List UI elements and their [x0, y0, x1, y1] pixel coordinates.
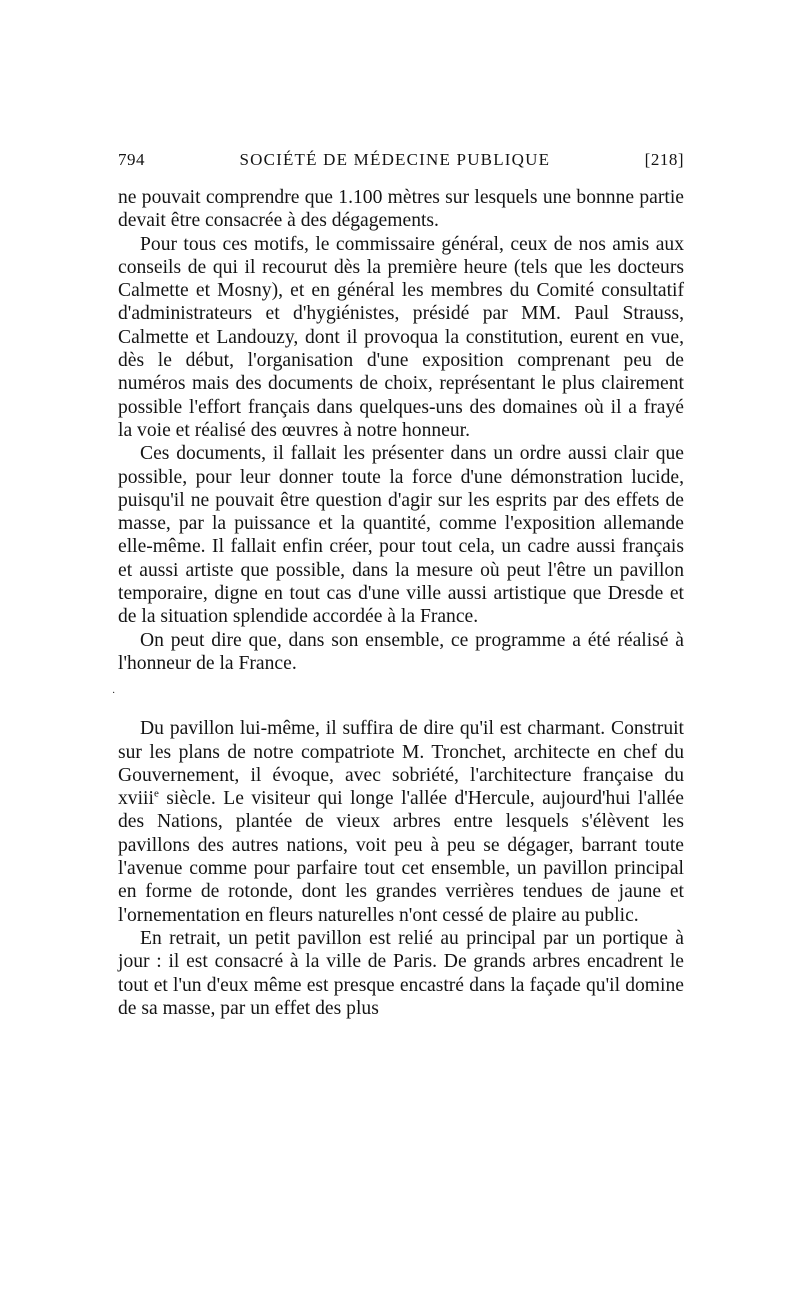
paragraph-pavillon: [118, 717, 684, 927]
page-number: 794: [118, 150, 145, 169]
body-text: [112, 186, 684, 1020]
paragraph: En retrait, un petit pavillon est relié au principal par un portique à jour : il est consacré à la ville de Paris. De grands arbres encadrent le tout et l'un d'eux même est presque encastré dans la façade qu'il domine de sa masse, par un effet des plus: [118, 927, 684, 1019]
running-title: SOCIÉTÉ DE MÉDECINE PUBLIQUE: [239, 150, 551, 169]
paragraph: Ces documents, il fallait les présenter dans un ordre aussi clair que possible, pour leur donner toute la force d'une démonstration lucide, puisqu'il ne pouvait être question d'agir sur les esprits par des effets de masse, par la puissance et la quantité, comme l'exposition allemande elle-même. Il fallait enfin créer, pour tout cela, un cadre aussi français et aussi artiste que possible, dans la mesure où peut l'être un pavillon temporaire, digne en tout cas d'une ville aussi artistique que Dresde et de la situation splendide accordée à la France.: [118, 443, 684, 628]
section-mark: ·: [112, 688, 116, 700]
running-head: [118, 150, 684, 174]
superscript: e: [153, 787, 159, 800]
bracket-page-number: [218]: [644, 150, 684, 169]
book-page: [112, 150, 684, 1020]
paragraph: Pour tous ces motifs, le commissaire général, ceux de nos amis aux conseils de qui il recourut dès la première heure (tels que les docteurs Calmette et Mosny), et en général les membres du Comité consultatif d'administrateurs et d'hygiénistes, présidé par MM. Paul Strauss, Calmette et Landouzy, dont il provoqua la constitution, eurent en vue, dès le début, l'organisation d'une exposition comprenant peu de numéros mais des documents de choix, représentant le plus clairement possible l'effort français dans quelques-uns des domaines où il a frayé la voie et réalisé des œuvres à notre honneur.: [118, 233, 684, 441]
paragraph: On peut dire que, dans son ensemble, ce programme a été réalisé à l'honneur de la France.: [118, 629, 684, 674]
paragraph-text: siècle. Le visiteur qui longe l'allée d'Hercule, aujourd'hui l'allée des Nations, plantée de vieux arbres entre lesquels s'élèvent les pavillons des autres nations, voit peu à peu se dégager, barrant toute l'avenue comme pour parfaire tout cet ensemble, un pavillon principal en forme de rotonde, dont les grandes verrières tendues de jaune et l'ornementation en fleurs naturelles n'ont cessé de plaire au public.: [118, 788, 684, 926]
paragraph-continuation: ne pouvait comprendre que 1.100 mètres sur lesquels une bonnne partie devait être consacrée à des dégagements.: [118, 187, 684, 232]
section-break: [112, 675, 684, 717]
paragraph-text: Du pavillon lui-même, il suffira de dire qu'il est charmant. Construit sur les plans de notre compatriote M. Tronchet, architecte en chef du Gouvernement, il évoque, avec sobriété, l'architecture française du xviii: [118, 718, 684, 810]
